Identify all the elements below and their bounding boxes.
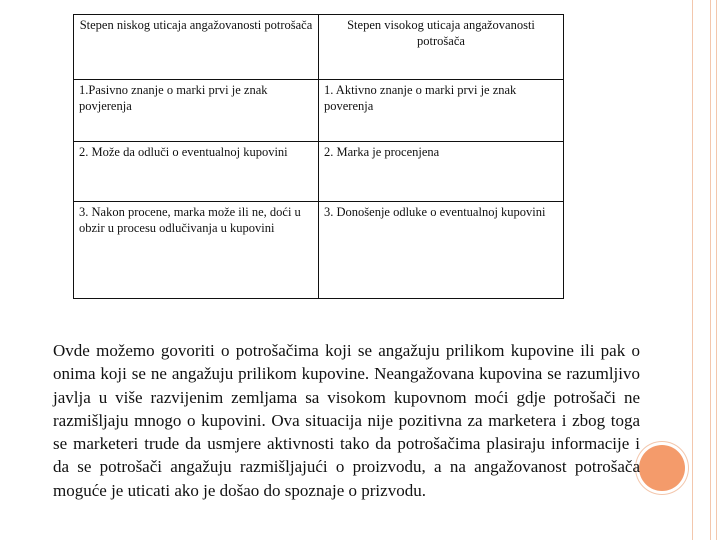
frame-line xyxy=(716,0,717,540)
table-row xyxy=(74,142,564,202)
table-row xyxy=(74,80,564,142)
comparison-table xyxy=(73,14,564,299)
frame-line xyxy=(692,0,693,540)
table-cell: 1. Aktivno znanje o marki prvi je znak poverenja xyxy=(319,80,564,142)
header-low-engagement: Stepen niskog uticaja angažovanosti potrošača xyxy=(74,15,319,80)
table-cell: 2. Marka je procenjena xyxy=(319,142,564,202)
table-row xyxy=(74,202,564,299)
body-paragraph: Ovde možemo govoriti o potrošačima koji se angažuju prilikom kupovine ili pak o onima koji se ne angažuju prilikom kupovine. Neangažovana kupovina se razumljivo javlja u više razvijenim zemljama sa visokom kupovnom moći gdje potrošači ne razmišljaju mnogo o kupovini. Ova situacija nije pozitivna za marketera i zbog toga se marketeri trude da usmjere aktivnosti tako da potrošačima plasiraju informacije i da se potrošači angažuju razmišljajući o proizvodu, a na angažovanost potrošača moguće je uticati ako je došao do spoznaje o prizvodu. xyxy=(53,341,640,500)
table-cell: 1.Pasivno znanje o marki prvi je znak povjerenja xyxy=(74,80,319,142)
table-cell: 3. Donošenje odluke o eventualnoj kupovini xyxy=(319,202,564,299)
header-high-engagement: Stepen visokog uticaja angažovanosti potrošača xyxy=(319,15,564,80)
table-cell: 2. Može da odluči o eventualnoj kupovini xyxy=(74,142,319,202)
table-header-row xyxy=(74,15,564,80)
table-cell: 3. Nakon procene, marka može ili ne, doći u obzir u procesu odlučivanja u kupovini xyxy=(74,202,319,299)
decorative-circle xyxy=(639,445,685,491)
frame-line xyxy=(710,0,711,540)
